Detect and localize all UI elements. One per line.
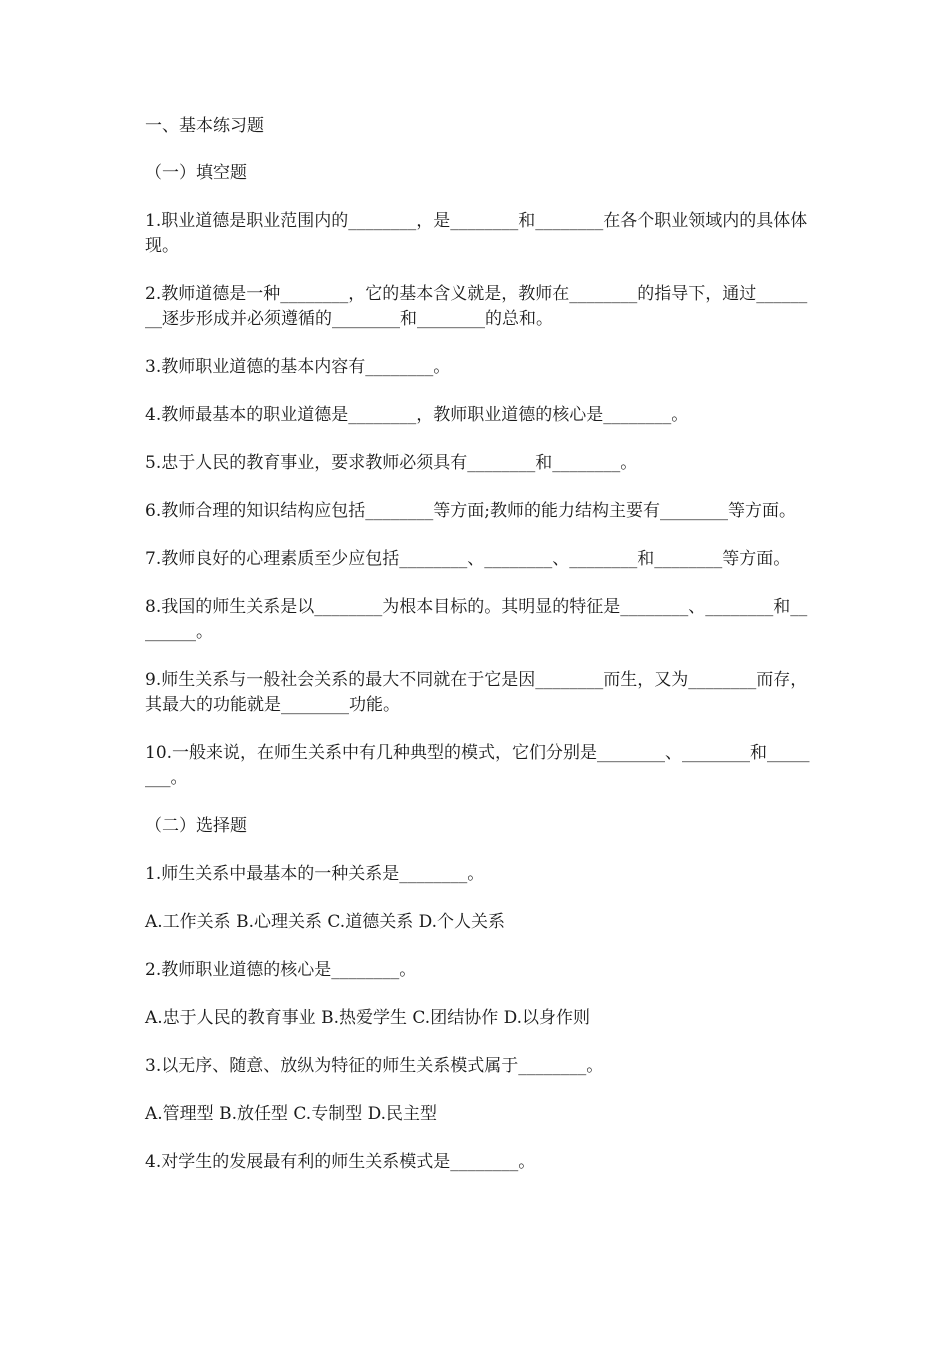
fill-blank-question-8: 8.我国的师生关系是以________为根本目标的。其明显的特征是________、________和________。: [145, 597, 808, 642]
fill-blank-heading: （一）填空题: [145, 163, 247, 183]
fill-blank-question-3: 3.教师职业道德的基本内容有________。: [145, 357, 451, 377]
choice-options-1: A.工作关系 B.心理关系 C.道德关系 D.个人关系: [145, 912, 506, 932]
fill-blank-question-4: 4.教师最基本的职业道德是________，教师职业道德的核心是________。: [145, 405, 689, 425]
section-title: 一、基本练习题: [145, 116, 264, 136]
fill-blank-question-5: 5.忠于人民的教育事业，要求教师必须具有________和________。: [145, 453, 638, 473]
document-page: [145, 114, 815, 1198]
fill-blank-question-9: 9.师生关系与一般社会关系的最大不同就在于它是因________而生，又为________而存，其最大的功能就是________功能。: [145, 670, 808, 715]
multiple-choice-heading: （二）选择题: [145, 816, 247, 836]
choice-options-2: A.忠于人民的教育事业 B.热爱学生 C.团结协作 D.以身作则: [145, 1008, 591, 1028]
choice-options-3: A.管理型 B.放任型 C.专制型 D.民主型: [145, 1104, 438, 1124]
fill-blank-question-2: 2.教师道德是一种________，它的基本含义就是，教师在________的指导下，通过________逐步形成并必须遵循的________和________的总和。: [145, 284, 808, 329]
fill-blank-question-10: 10.一般来说，在师生关系中有几种典型的模式，它们分别是________、________和________。: [145, 743, 810, 788]
choice-question-4: 4.对学生的发展最有利的师生关系模式是________。: [145, 1152, 536, 1172]
choice-question-1: 1.师生关系中最基本的一种关系是________。: [145, 864, 485, 884]
fill-blank-question-1: 1.职业道德是职业范围内的________，是________和________在各个职业领域内的具体体现。: [145, 211, 808, 256]
choice-question-3: 3.以无序、随意、放纵为特征的师生关系模式属于________。: [145, 1056, 604, 1076]
fill-blank-question-7: 7.教师良好的心理素质至少应包括________、________、________和________等方面。: [145, 549, 791, 569]
fill-blank-question-6: 6.教师合理的知识结构应包括________等方面;教师的能力结构主要有________等方面。: [145, 501, 796, 521]
choice-question-2: 2.教师职业道德的核心是________。: [145, 960, 417, 980]
